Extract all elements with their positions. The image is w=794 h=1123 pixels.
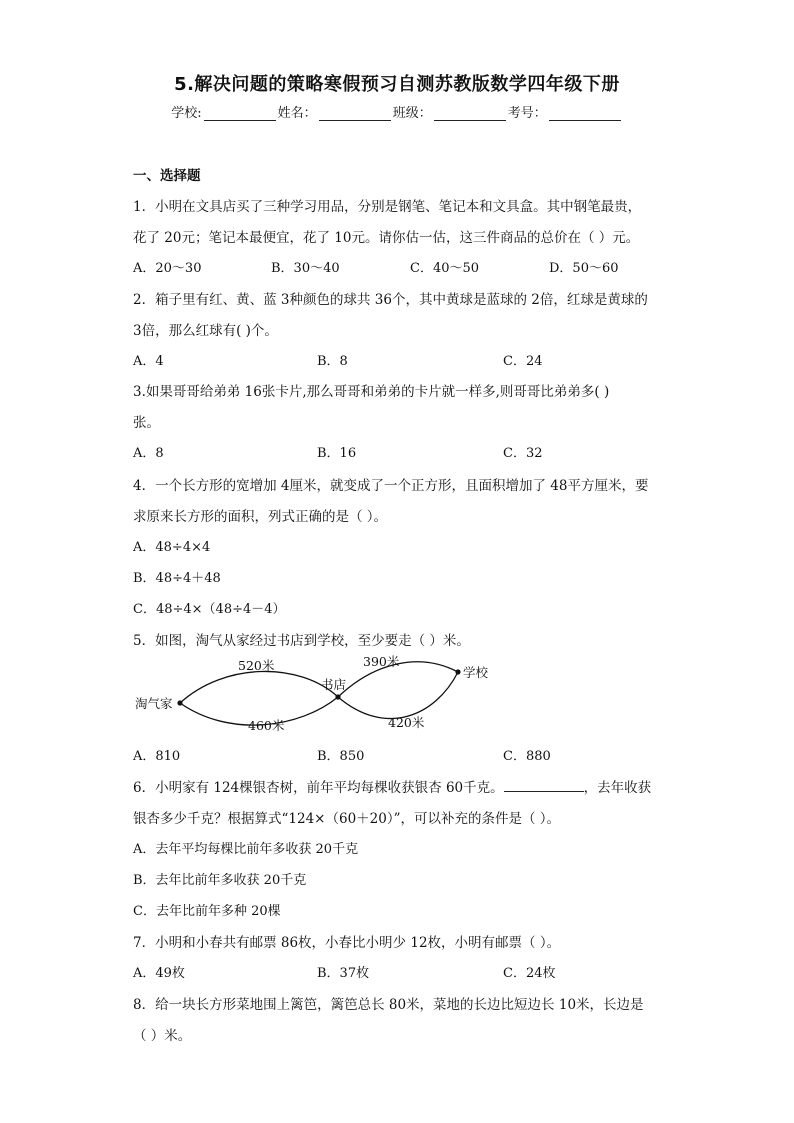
question-7-option-b[interactable]: B．37枚 xyxy=(317,966,370,981)
question-3-line-1: 3.如果哥哥给弟弟 16张卡片,那么哥哥和弟弟的卡片就一样多,则哥哥比弟弟多( ) xyxy=(133,384,610,400)
question-6-line-2: 银杏多少千克？根据算式“124×（60＋20）”，可以补充的条件是（ ）。 xyxy=(133,811,561,827)
distance-390: 390米 xyxy=(363,654,400,669)
class-blank[interactable] xyxy=(434,106,506,121)
home-label: 淘气家 xyxy=(135,696,173,711)
question-2-line-1: 2．箱子里有红、黄、蓝 3种颜色的球共 36个，其中黄球是蓝球的 2倍，红球是黄球的 xyxy=(133,292,648,308)
question-6-line-1 xyxy=(133,776,651,796)
school-point xyxy=(455,669,460,674)
route-home-store-top xyxy=(180,671,338,703)
student-info-row xyxy=(0,102,794,121)
question-5-option-b[interactable]: B．850 xyxy=(317,749,365,764)
question-1-option-c[interactable]: C．40～50 xyxy=(410,261,480,276)
question-4-option-a[interactable]: A．48÷4×4 xyxy=(133,540,211,555)
section-title: 一、选择题 xyxy=(133,168,201,184)
name-blank[interactable] xyxy=(319,106,391,121)
question-2-option-a[interactable]: A．4 xyxy=(133,354,164,369)
question-5-option-a[interactable]: A．810 xyxy=(133,749,181,764)
route-store-school-bottom xyxy=(338,672,458,719)
question-1-option-a[interactable]: A．20～30 xyxy=(133,261,202,276)
distance-420: 420米 xyxy=(388,715,425,730)
distance-460: 460米 xyxy=(248,718,285,733)
page-title: 5.解决问题的策略寒假预习自测苏教版数学四年级下册 xyxy=(174,74,620,95)
school-label-diagram: 学校 xyxy=(463,665,489,680)
question-1-line-1: 1．小明在文具店买了三种学习用品，分别是钢笔、笔记本和文具盒。其中钢笔最贵， xyxy=(133,199,642,215)
question-6-blank[interactable] xyxy=(504,778,584,792)
question-1-option-b[interactable]: B．30～40 xyxy=(271,261,340,276)
question-8-line-1: 8．给一块长方形菜地围上篱笆，篱笆总长 80米，菜地的长边比短边长 10米，长边是 xyxy=(133,997,644,1013)
question-6-option-b[interactable]: B．去年比前年多收获 20千克 xyxy=(133,873,307,888)
question-8-line-2: （ ）米。 xyxy=(133,1028,192,1044)
distance-520: 520米 xyxy=(238,658,275,673)
question-5-option-c[interactable]: C．880 xyxy=(503,749,551,764)
class-label: 班级： xyxy=(392,106,432,121)
question-6-text-before-blank: 6．小明家有 124棵银杏树，前年平均每棵收获银杏 60千克。 xyxy=(133,780,504,796)
question-2-line-2: 3倍，那么红球有( )个。 xyxy=(133,323,278,339)
school-blank[interactable] xyxy=(204,106,276,121)
question-7-line-1: 7．小明和小春共有邮票 86枚，小春比小明少 12枚，小明有邮票（ ）。 xyxy=(133,935,561,951)
bookstore-point xyxy=(335,694,340,699)
question-6-option-c[interactable]: C．去年比前年多种 20棵 xyxy=(133,904,281,919)
question-3-line-2: 张。 xyxy=(133,415,160,431)
home-point xyxy=(177,700,182,705)
question-3-option-b[interactable]: B．16 xyxy=(317,446,357,461)
question-3-option-a[interactable]: A．8 xyxy=(133,446,164,461)
question-1-option-d[interactable]: D．50～60 xyxy=(549,261,619,276)
question-4-option-b[interactable]: B．48÷4＋48 xyxy=(133,571,221,586)
number-label: 考号： xyxy=(507,106,547,121)
question-3-option-c[interactable]: C．32 xyxy=(503,446,543,461)
question-7-option-c[interactable]: C．24枚 xyxy=(503,966,556,981)
bookstore-label: 书店 xyxy=(321,677,347,692)
question-1-line-2: 花了 20元；笔记本最便宜，花了 10元。请你估一估，这三件商品的总价在（ ）元。 xyxy=(133,230,640,246)
question-6-text-after-blank: ，去年收获 xyxy=(583,780,652,796)
question-6-option-a[interactable]: A．去年平均每棵比前年多收获 20千克 xyxy=(133,842,359,857)
number-blank[interactable] xyxy=(549,106,621,121)
question-2-option-c[interactable]: C．24 xyxy=(503,354,543,369)
question-4-line-2: 求原来长方形的面积，列式正确的是（ ）。 xyxy=(133,509,388,525)
question-7-option-a[interactable]: A．49枚 xyxy=(133,966,185,981)
question-5-line-1: 5．如图，淘气从家经过书店到学校，至少要走（ ）米。 xyxy=(133,633,470,649)
question-4-line-1: 4．一个长方形的宽增加 4厘米，就变成了一个正方形，且面积增加了 48平方厘米，要 xyxy=(133,478,649,494)
question-4-option-c[interactable]: C．48÷4×（48÷4－4） xyxy=(133,602,286,617)
question-2-option-b[interactable]: B．8 xyxy=(317,354,348,369)
route-diagram xyxy=(130,652,510,740)
name-label: 姓名： xyxy=(277,106,317,121)
school-label: 学校: xyxy=(171,106,202,121)
